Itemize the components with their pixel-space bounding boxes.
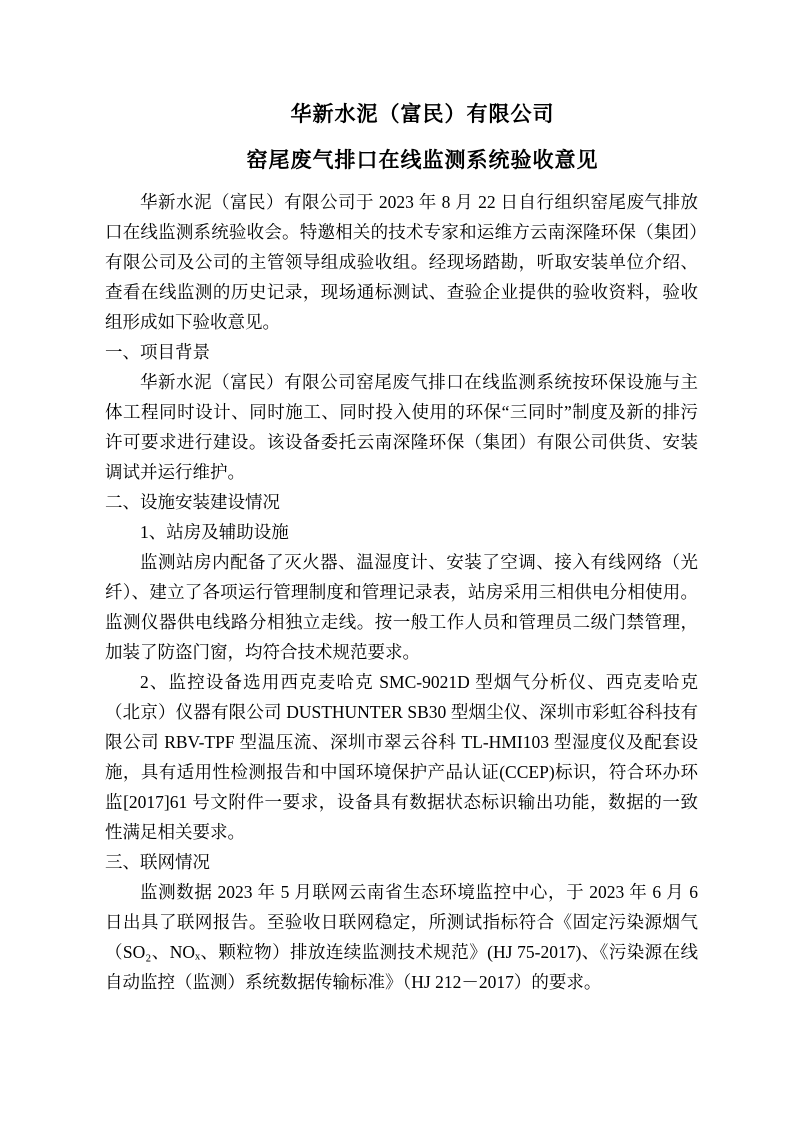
document-subtitle: 窑尾废气排口在线监测系统验收意见 xyxy=(246,148,599,172)
paragraph-network-status: 监测数据 2023 年 5 月联网云南省生态环境监控中心，于 2023 年 6 月 6 日出具了联网报告。至验收日联网稳定，所测试指标符合《固定污染源烟气（SO₂、NOₓ、颗粒物）排放连续监测技术规范》(HJ 75-2017)、《污染源在线自动监控（监测）系统数据传输标准》（HJ 212－2017）的要求。 xyxy=(105,882,698,992)
section-heading-installation-status: 二、设施安装建设情况 xyxy=(105,492,280,512)
section-heading-network-status: 三、联网情况 xyxy=(105,852,210,872)
paragraph-station-facilities: 监测站房内配备了灭火器、温湿度计、安装了空调、接入有线网络（光纤）、建立了各项运行管理制度和管理记录表，站房采用三相供电分相使用。监测仪器供电线路分相独立走线。按一般工作人员和管理员二级门禁管理，加装了防盗门窗，均符合技术规范要求。 xyxy=(105,552,698,662)
paragraph-project-background: 华新水泥（富民）有限公司窑尾废气排口在线监测系统按环保设施与主体工程同时设计、同时施工、同时投入使用的环保“三同时”制度及新的排污许可要求进行建设。该设备委托云南深隆环保（集团）有限公司供货、安装调试并运行维护。 xyxy=(105,372,698,482)
document-title: 华新水泥（富民）有限公司 xyxy=(290,102,555,126)
paragraph-introduction: 华新水泥（富民）有限公司于 2023 年 8 月 22 日自行组织窑尾废气排放口在线监测系统验收会。特邀相关的技术专家和运维方云南深隆环保（集团）有限公司及公司的主管领导组成验收组。经现场踏勘，听取安装单位介绍、查看在线监测的历史记录，现场通标测试、查验企业提供的验收资料，验收组形成如下验收意见。 xyxy=(105,192,698,332)
section-heading-project-background: 一、项目背景 xyxy=(105,342,210,362)
paragraph-monitoring-equipment: 2、监控设备选用西克麦哈克 SMC-9021D 型烟气分析仪、西克麦哈克（北京）仪器有限公司 DUSTHUNTER SB30 型烟尘仪、深圳市彩虹谷科技有限公司 RBV-TPF 型温压流、深圳市翠云谷科 TL-HMI103 型湿度仪及配套设施，具有适用性检测报告和中国环境保护产品认证(CCEP)标识，符合环办环监[2017]61 号文附件一要求，设备具有数据状态标识输出功能，数据的一致性满足相关要求。 xyxy=(105,672,698,842)
sub-heading-station-facilities: 1、站房及辅助设施 xyxy=(140,522,289,542)
document-body xyxy=(105,187,698,997)
